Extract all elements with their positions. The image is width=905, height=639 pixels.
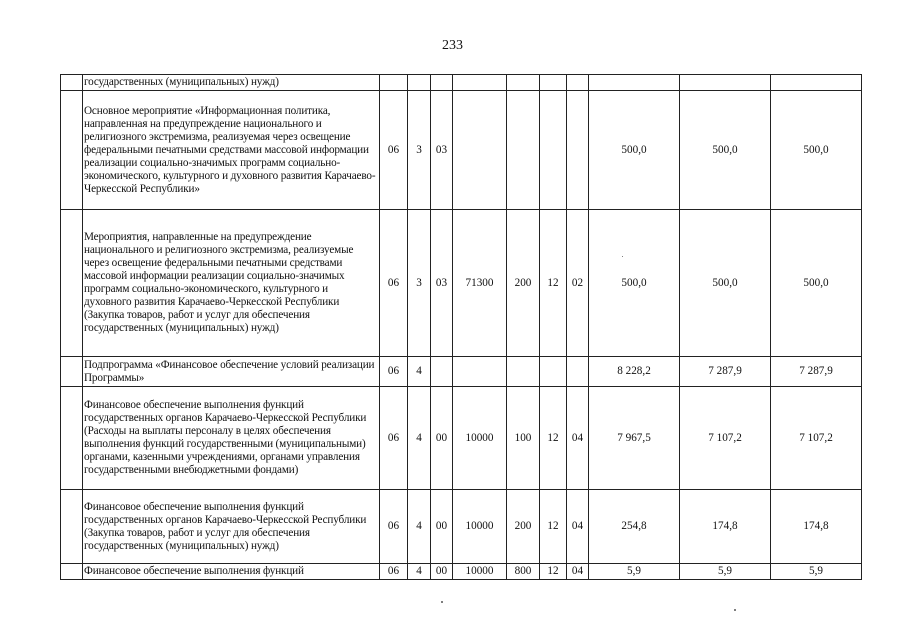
dir-cell (453, 357, 507, 387)
vr-cell: 200 (507, 210, 540, 357)
prog-cell: 00 (431, 490, 453, 564)
row-number-cell (61, 75, 83, 91)
table-row (61, 490, 862, 564)
sum1-cell: 5,9 (589, 564, 680, 580)
fin-cell (567, 91, 589, 210)
sum1-cell (589, 75, 680, 91)
sum2-cell: 7 287,9 (680, 357, 771, 387)
name-cell: государственных (муниципальных) нужд) (83, 75, 380, 91)
ms-cell: 12 (540, 564, 567, 580)
rz-cell: 06 (380, 210, 408, 357)
sum1-cell: 500,0 (589, 91, 680, 210)
name-cell: Подпрограмма «Финансовое обеспечение условий реализации Программы» (83, 357, 380, 387)
ms-cell (540, 357, 567, 387)
sum2-cell (680, 75, 771, 91)
table-row (61, 564, 862, 580)
ms-cell: 12 (540, 490, 567, 564)
fin-cell (567, 357, 589, 387)
dir-cell (453, 91, 507, 210)
fin-cell: 04 (567, 387, 589, 490)
budget-table (60, 74, 862, 580)
ms-cell: 12 (540, 210, 567, 357)
pr-cell (408, 75, 431, 91)
sum2-cell: 5,9 (680, 564, 771, 580)
row-number-cell (61, 210, 83, 357)
ms-cell (540, 91, 567, 210)
vr-cell (507, 75, 540, 91)
name-cell: Финансовое обеспечение выполнения функций государственных органов Карачаево-Черкесской Республики (Закупка товаров, работ и услуг для обеспечения государственных (муниципальных) нужд) (83, 490, 380, 564)
vr-cell (507, 357, 540, 387)
ms-cell: 12 (540, 387, 567, 490)
name-cell: Основное мероприятие «Информационная политика, направленная на предупреждение национального и религиозного экстремизма, реализуемая через освещение федеральными печатными средствами массовой информации реализации социально-значимых программ социально-экономического, культурного и духовного развития Карачаево-Черкесской Республики» (83, 91, 380, 210)
fin-cell (567, 75, 589, 91)
name-cell: Финансовое обеспечение выполнения функций государственных органов Карачаево-Черкесской Республики (Расходы на выплаты персоналу в целях обеспечения выполнения функций государственными (муниципальными) органами, казенными учреждениями, органами управления государственными внебюджетными фондами) (83, 387, 380, 490)
table-row (61, 75, 862, 91)
table-row (61, 387, 862, 490)
dir-cell: 10000 (453, 564, 507, 580)
prog-cell (431, 75, 453, 91)
dir-cell: 10000 (453, 490, 507, 564)
row-number-cell (61, 357, 83, 387)
fin-cell: 04 (567, 564, 589, 580)
sum2-cell: 174,8 (680, 490, 771, 564)
fin-cell: 04 (567, 490, 589, 564)
pr-cell: 4 (408, 490, 431, 564)
sum3-cell: 500,0 (771, 210, 862, 357)
pr-cell: 4 (408, 357, 431, 387)
table-row (61, 357, 862, 387)
scan-speck (622, 256, 623, 257)
sum1-cell: 254,8 (589, 490, 680, 564)
dir-cell: 10000 (453, 387, 507, 490)
rz-cell: 06 (380, 387, 408, 490)
name-cell: Финансовое обеспечение выполнения функций (83, 564, 380, 580)
prog-cell: 00 (431, 564, 453, 580)
vr-cell: 800 (507, 564, 540, 580)
prog-cell (431, 357, 453, 387)
sum3-cell (771, 75, 862, 91)
vr-cell: 100 (507, 387, 540, 490)
sum3-cell: 500,0 (771, 91, 862, 210)
sum3-cell: 7 107,2 (771, 387, 862, 490)
ms-cell (540, 75, 567, 91)
rz-cell (380, 75, 408, 91)
sum2-cell: 7 107,2 (680, 387, 771, 490)
table-row (61, 210, 862, 357)
vr-cell: 200 (507, 490, 540, 564)
row-number-cell (61, 387, 83, 490)
prog-cell: 00 (431, 387, 453, 490)
prog-cell: 03 (431, 210, 453, 357)
name-cell: Мероприятия, направленные на предупреждение национального и религиозного экстремизма, реализуемые через освещение федеральными печатными средствами массовой информации реализации социально-значимых программ социально-экономического, культурного и духовного развития Карачаево-Черкесской Республики (Закупка товаров, работ и услуг для обеспечения государственных (муниципальных) нужд) (83, 210, 380, 357)
row-number-cell (61, 564, 83, 580)
table-row (61, 91, 862, 210)
pr-cell: 3 (408, 210, 431, 357)
sum3-cell: 7 287,9 (771, 357, 862, 387)
page-number: 233 (442, 38, 463, 53)
row-number-cell (61, 91, 83, 210)
scan-speck (441, 601, 443, 603)
pr-cell: 3 (408, 91, 431, 210)
rz-cell: 06 (380, 564, 408, 580)
sum2-cell: 500,0 (680, 210, 771, 357)
fin-cell: 02 (567, 210, 589, 357)
vr-cell (507, 91, 540, 210)
pr-cell: 4 (408, 387, 431, 490)
sum3-cell: 5,9 (771, 564, 862, 580)
rz-cell: 06 (380, 91, 408, 210)
sum2-cell: 500,0 (680, 91, 771, 210)
sum3-cell: 174,8 (771, 490, 862, 564)
rz-cell: 06 (380, 490, 408, 564)
pr-cell: 4 (408, 564, 431, 580)
rz-cell: 06 (380, 357, 408, 387)
dir-cell (453, 75, 507, 91)
sum1-cell: 8 228,2 (589, 357, 680, 387)
sum1-cell: 500,0 (589, 210, 680, 357)
row-number-cell (61, 490, 83, 564)
prog-cell: 03 (431, 91, 453, 210)
sum1-cell: 7 967,5 (589, 387, 680, 490)
dir-cell: 71300 (453, 210, 507, 357)
scan-speck (734, 609, 736, 611)
